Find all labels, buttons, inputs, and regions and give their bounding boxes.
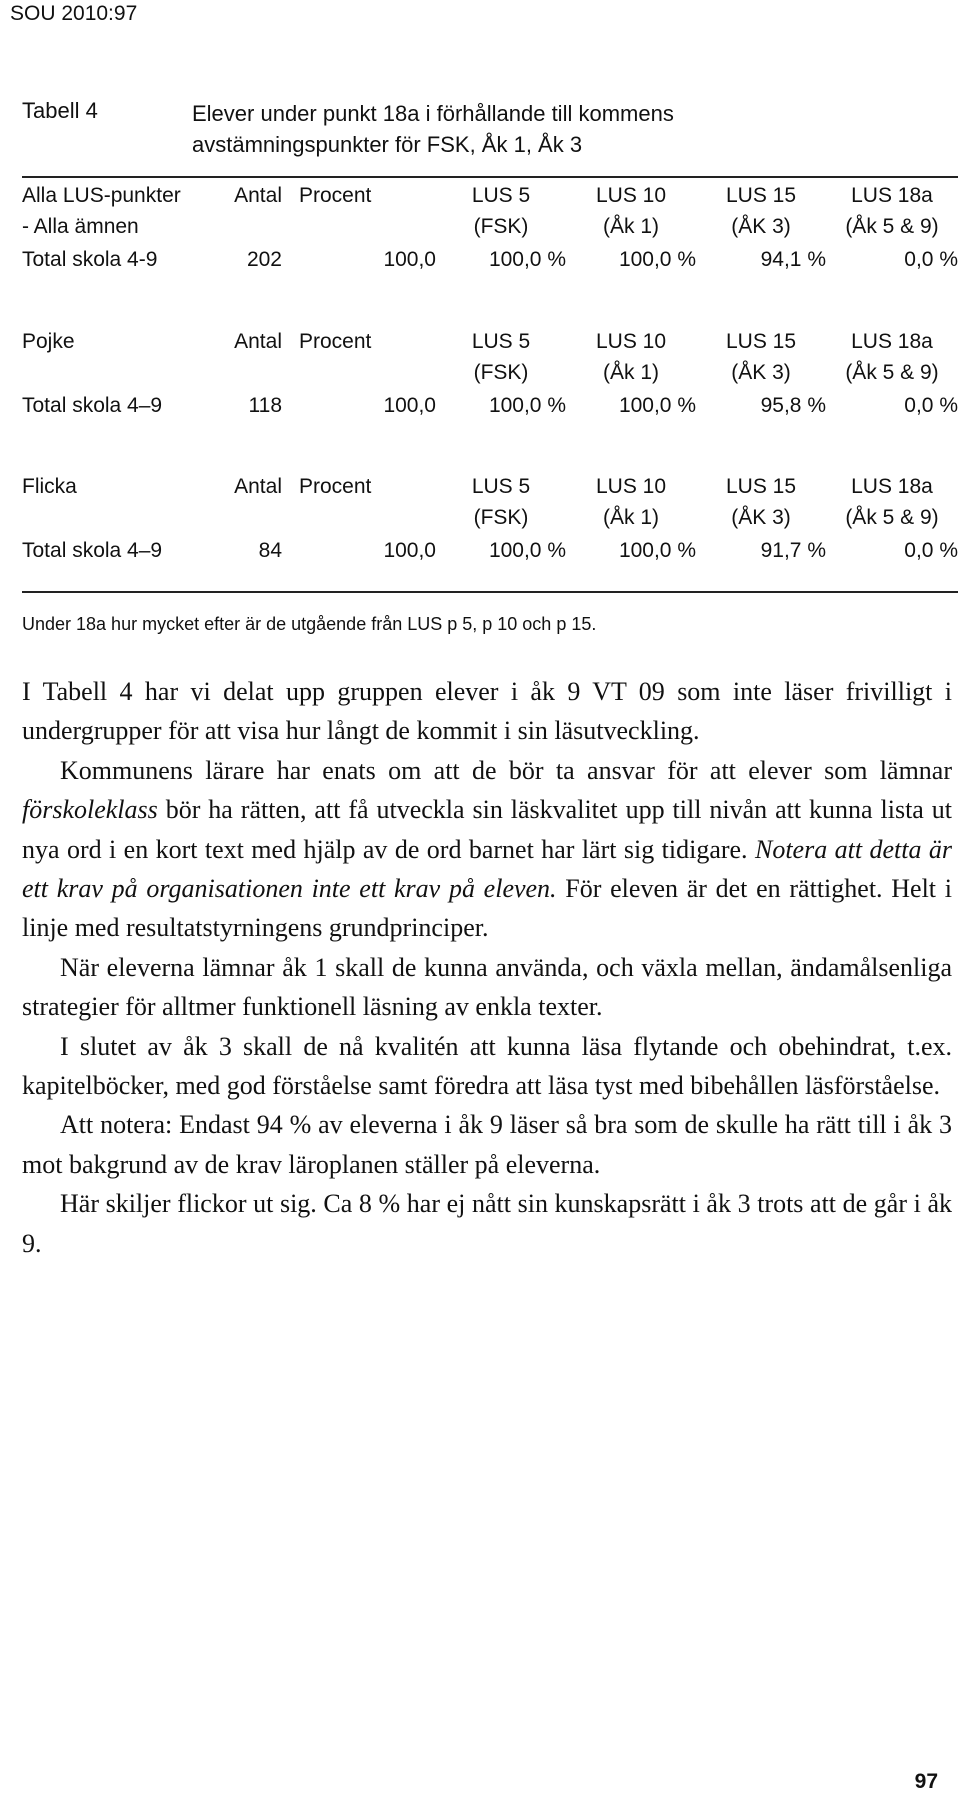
cell-lus15: 91,7 % <box>760 539 826 562</box>
header-lus10-l2: (Åk 1) <box>602 215 659 238</box>
page-number: 97 <box>914 1770 938 1793</box>
header-lus18a <box>826 180 958 242</box>
header-lus18a <box>826 471 958 533</box>
paragraph: När eleverna lämnar åk 1 skall de kunna använda, och växla mellan, ändamålsenliga strategier för alltmer funktionell läsning av enkla texter. <box>22 952 952 1022</box>
header-lus15-l1: LUS 15 <box>725 184 797 207</box>
cell-lus5: 100,0 % <box>488 248 566 271</box>
cell-antal: 84 <box>258 539 282 562</box>
header-lus15-l2: (ÅK 3) <box>731 361 791 384</box>
header-lus15-l1: LUS 15 <box>725 475 797 498</box>
header-lus18a-l2: (Åk 5 & 9) <box>845 215 939 238</box>
table-header-row <box>22 180 958 244</box>
row-label: Total skola 4-9 <box>22 248 158 271</box>
header-procent <box>299 180 392 211</box>
header-lus15-l2: (ÅK 3) <box>731 215 791 238</box>
header-group <box>22 471 77 502</box>
cell-lus15: 94,1 % <box>760 248 826 271</box>
table-header-row <box>22 326 958 390</box>
paragraph: I Tabell 4 har vi delat upp gruppen elever i åk 9 VT 09 som inte läser frivilligt i undergrupper för att visa hur långt de kommit i sin läsutveckling. <box>22 677 952 746</box>
table-row <box>22 244 958 278</box>
cell-antal: 202 <box>246 248 282 271</box>
header-antal <box>234 180 282 211</box>
header-lus10-l2: (Åk 1) <box>602 506 659 529</box>
table-title-line-2: avstämningspunkter för FSK, Åk 1, Åk 3 <box>192 132 583 157</box>
header-procent <box>299 471 392 502</box>
cell-lus18a: 0,0 % <box>904 248 958 271</box>
paragraph-text: Kommunens lärare har enats om att de bör ta ansvar för att elever som lämnar <box>60 755 952 785</box>
cell-lus18a: 0,0 % <box>904 539 958 562</box>
paragraph <box>22 751 952 948</box>
header-lus10-l1: LUS 10 <box>595 184 667 207</box>
row-label: Total skola 4–9 <box>22 539 163 562</box>
header-group <box>22 180 181 242</box>
header-lus18a-l1: LUS 18a <box>851 184 933 207</box>
cell-lus10: 100,0 % <box>618 248 696 271</box>
paragraph: Att notera: Endast 94 % av eleverna i åk 9 läser så bra som de skulle ha rätt till i åk 3 mot bakgrund av de krav läroplanen ställer på eleverna. <box>22 1110 952 1179</box>
header-group-line1: Alla LUS-punkter <box>22 184 181 207</box>
cell-procent: 100,0 <box>383 394 436 417</box>
table-header-row <box>22 471 958 535</box>
header-group-line1: Pojke <box>22 330 75 353</box>
header-procent-text: Procent <box>299 184 372 207</box>
header-lus18a <box>826 326 958 388</box>
header-lus10-l2: (Åk 1) <box>602 361 659 384</box>
header-group-line2: - Alla ämnen <box>22 215 139 238</box>
header-lus18a-l2: (Åk 5 & 9) <box>845 361 939 384</box>
table-footnote: Under 18a hur mycket efter är de utgående från LUS p 5, p 10 och p 15. <box>22 614 597 634</box>
cell-lus15: 95,8 % <box>760 394 826 417</box>
header-lus10 <box>566 326 696 388</box>
table-top-rule <box>22 176 958 178</box>
header-group <box>22 326 75 357</box>
paragraph-text: För eleven är det en rättighet. Helt i linje med resultatstyrningens grundprinciper. <box>22 874 952 943</box>
header-lus18a-l1: LUS 18a <box>851 475 933 498</box>
emphasis-text: Notera att detta är ett krav på organisationen inte ett krav på eleven. <box>22 834 952 904</box>
header-lus5-l2: (FSK) <box>473 506 529 529</box>
cell-lus10: 100,0 % <box>618 539 696 562</box>
table-section-all <box>22 180 958 278</box>
header-lus5-l1: LUS 5 <box>471 330 531 353</box>
header-lus15 <box>696 471 826 533</box>
header-lus10-l1: LUS 10 <box>595 475 667 498</box>
header-lus5 <box>436 326 566 388</box>
header-antal-text: Antal <box>234 330 282 353</box>
header-lus5-l2: (FSK) <box>473 215 529 238</box>
table-section-flicka <box>22 471 958 569</box>
header-lus15 <box>696 180 826 242</box>
paragraph: Här skiljer flickor ut sig. Ca 8 % har ej nått sin kunskapsrätt i åk 3 trots att de går i åk 9. <box>22 1189 952 1258</box>
header-lus18a-l1: LUS 18a <box>851 330 933 353</box>
cell-antal: 118 <box>248 394 282 417</box>
table-row <box>22 390 958 424</box>
header-lus15-l1: LUS 15 <box>725 330 797 353</box>
table-label: Tabell 4 <box>22 98 98 123</box>
header-lus15 <box>696 326 826 388</box>
cell-lus10: 100,0 % <box>618 394 696 417</box>
header-lus18a-l2: (Åk 5 & 9) <box>845 506 939 529</box>
header-lus10 <box>566 180 696 242</box>
header-antal-text: Antal <box>234 475 282 498</box>
header-lus5 <box>436 471 566 533</box>
table-title <box>192 98 674 160</box>
cell-lus5: 100,0 % <box>488 539 566 562</box>
header-lus10 <box>566 471 696 533</box>
body-text <box>22 672 952 1263</box>
row-label: Total skola 4–9 <box>22 394 163 417</box>
table-title-line-1: Elever under punkt 18a i förhållande till kommens <box>192 101 674 126</box>
header-procent <box>299 326 392 357</box>
cell-lus18a: 0,0 % <box>904 394 958 417</box>
cell-procent: 100,0 <box>383 539 436 562</box>
cell-procent: 100,0 <box>383 248 436 271</box>
header-lus5 <box>436 180 566 242</box>
table-row <box>22 535 958 569</box>
header-antal <box>234 471 282 502</box>
table-bottom-rule <box>22 591 958 593</box>
header-antal <box>234 326 282 357</box>
header-procent-text: Procent <box>299 330 372 353</box>
cell-lus5: 100,0 % <box>488 394 566 417</box>
header-antal-text: Antal <box>234 184 282 207</box>
running-head: SOU 2010:97 <box>10 2 138 25</box>
header-procent-text: Procent <box>299 475 372 498</box>
header-lus15-l2: (ÅK 3) <box>731 506 791 529</box>
paragraph-text: bör ha rätten, att få utveckla sin läskvalitet upp till nivån att kunna lista ut nya ord i en kort text med hjälp av de ord barnet har lärt sig tidigare. <box>22 795 952 864</box>
header-lus5-l1: LUS 5 <box>471 184 531 207</box>
table-section-pojke <box>22 326 958 424</box>
header-lus10-l1: LUS 10 <box>595 330 667 353</box>
header-group-line1: Flicka <box>22 475 77 498</box>
paragraph: I slutet av åk 3 skall de nå kvalitén att kunna läsa flytande och obehindrat, t.ex. kapitelböcker, med god förståelse samt föredra att läsa tyst med bibehållen läsförståelse. <box>22 1031 952 1101</box>
header-lus5-l1: LUS 5 <box>471 475 531 498</box>
header-lus5-l2: (FSK) <box>473 361 529 384</box>
emphasis-text: förskoleklass <box>22 795 158 825</box>
